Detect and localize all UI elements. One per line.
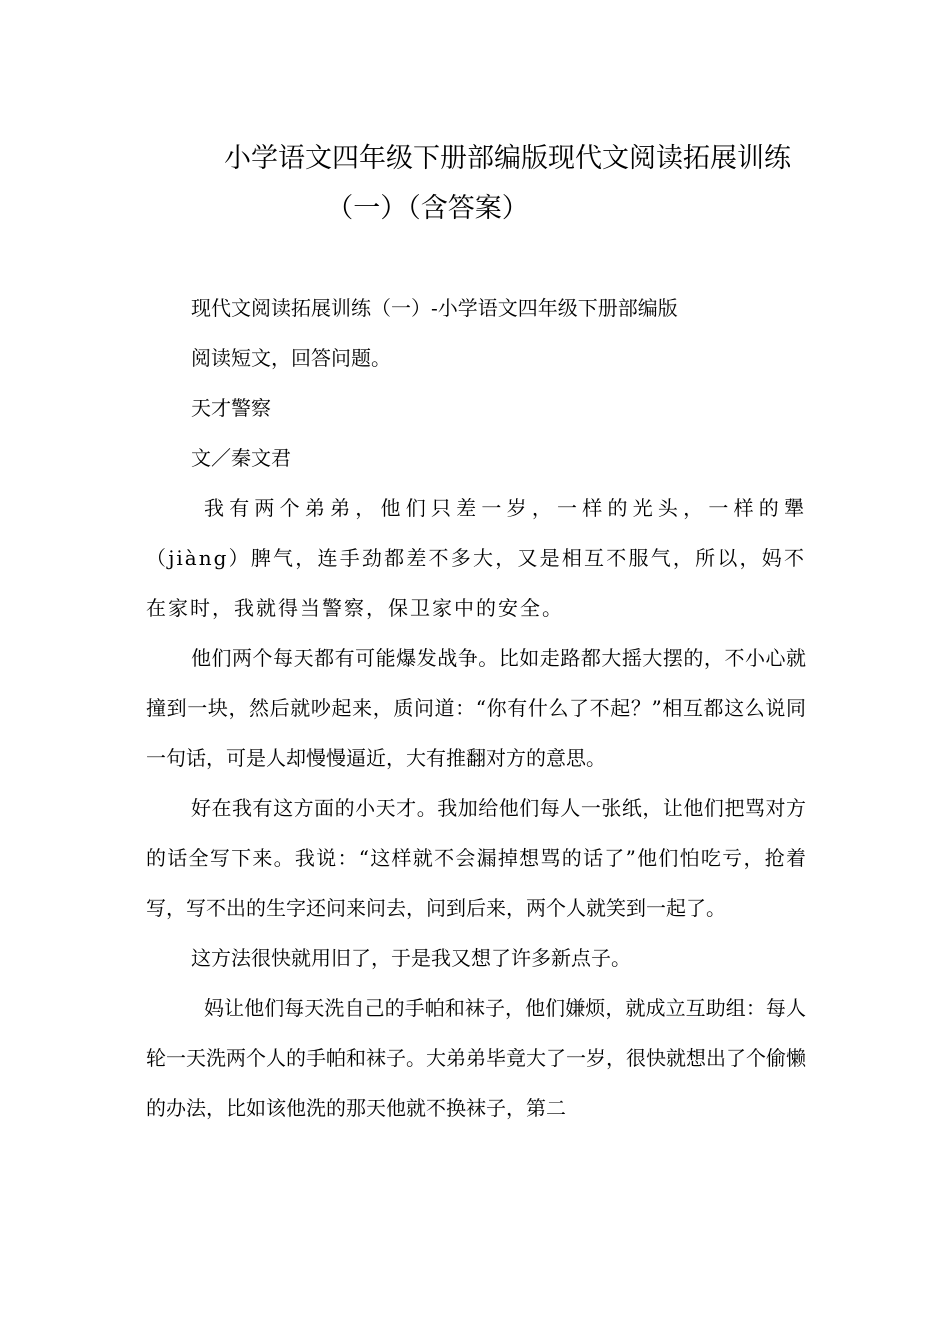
document-title-line-1: 小学语文四年级下册部编版现代文阅读拓展训练 xyxy=(224,143,791,174)
instruction-text: 阅读短文，回答问题。 xyxy=(191,346,391,370)
story-title: 天才警察 xyxy=(191,396,271,420)
document-title-line-2: （一）（含答案） xyxy=(326,193,529,224)
story-paragraph: 这方法很快就用旧了，于是我又想了许多新点子。 xyxy=(191,946,631,970)
story-paragraph: 我有两个弟弟，他们只差一岁，一样的光头，一样的犟（jiàng）脾气，连手劲都差不多大，又是相互不服气，所以，妈不在家时，我就得当警察，保卫家中的安全。 xyxy=(146,496,806,620)
document-body xyxy=(146,283,806,1133)
story-paragraph: 好在我有这方面的小天才。我加给他们每人一张纸，让他们把骂对方的话全写下来。我说：“这样就不会漏掉想骂的话了”他们怕吃亏，抢着写，写不出的生字还问来问去，问到后来，两个人就笑到一起了。 xyxy=(146,796,806,920)
story-author: 文／秦文君 xyxy=(191,446,291,470)
story-paragraph: 他们两个每天都有可能爆发战争。比如走路都大摇大摆的，不小心就撞到一块，然后就吵起来，质问道：“你有什么了不起？”相互都这么说同一句话，可是人却慢慢逼近，大有推翻对方的意思。 xyxy=(146,646,806,770)
section-heading: 现代文阅读拓展训练（一）-小学语文四年级下册部编版 xyxy=(191,296,678,320)
story-paragraph: 妈让他们每天洗自己的手帕和袜子，他们嫌烦，就成立互助组：每人轮一天洗两个人的手帕和袜子。大弟弟毕竟大了一岁，很快就想出了个偷懒的办法，比如该他洗的那天他就不换袜子，第二 xyxy=(146,996,806,1120)
